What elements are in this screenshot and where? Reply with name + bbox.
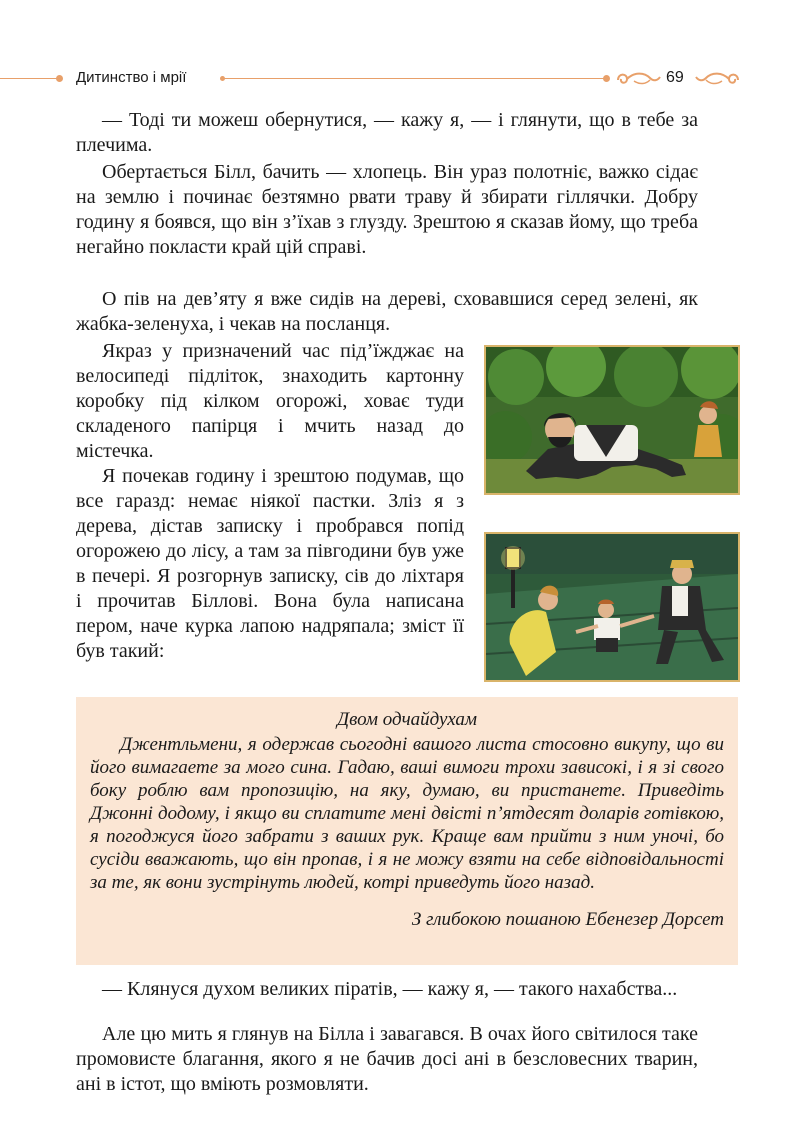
illustration-man-crawling [484, 345, 740, 495]
paragraph: О пів на дев’яту я вже сидів на дереві, сховавшися серед зелені, як жабка-зеленуха, і чекав на посланця. [76, 288, 698, 335]
paragraph: Обертається Білл, бачить — хлопець. Він ураз полотніє, важко сідає на землю і починає безтямно рвати траву й збирати гіллячки. Добру годину я боявся, що він з’їхав з глузду. Зрештою я сказав йому, що треба негайно покласти край цій справі. [76, 161, 698, 258]
running-header [0, 60, 794, 96]
header-left-rule [0, 78, 60, 79]
paragraph: Я почекав годину і зрештою подумав, що все гаразд: немає ніякої пастки. Зліз я з дерева, дістав записку і пробрався попід огорожею до лісу, а там за півгодини був уже в печері. Я розгорнув записку, сів до ліхтаря і прочитав Білловi. Вона була написана пером, наче курка лапою надряпала; зміст її був такий: [76, 465, 464, 662]
illustration-night-street [484, 532, 740, 682]
left-scroll-ornament-icon [614, 68, 662, 90]
letter-title: Двом одчайдухам [336, 709, 477, 730]
paragraph: — Клянуся духом великих піратів, — кажу я, — такого нахабства... [102, 978, 678, 1000]
paragraph: Якраз у призначений час під’їжджає на велосипеді підліток, знаходить картонну коробку під кілком огорожі, ховає туди складеного папірця і мчить назад до містечка. [76, 340, 464, 462]
letter-signature: З глибокою пошаною Ебенезер Дорсет [411, 909, 724, 930]
right-scroll-ornament-icon [694, 68, 742, 90]
chapter-title: Дитинство і мрії [76, 69, 187, 86]
header-right-dot [603, 75, 610, 82]
paragraph: Але цю мить я глянув на Білла і завагався. В очах його світилося таке промовисте благання, якого я не бачив досі ані в безсловесних тварин, ані в істот, що вміють розмовляти. [76, 1023, 698, 1095]
letter-body: Джентльмени, я одержав сьогодні вашого листа стосовно викупу, що ви його вимагаете за мого сина. Гадаю, ваші вимоги трохи зависокі, і я зі свого боку роблю вам пропозицію, на яку, думаю, ви пристанете. Приведіть Джонні додому, і якщо ви сплатите мені двісті п’ятдесят доларів готівкою, я погоджуся його забрати з ваших рук. Краще вам прийти з ним уночі, бо сусіди вважають, що він пропав, і я не можу взяти на себе відповідальності за те, як вони зустрінуть людей, котрі приведуть його назад. [90, 734, 724, 893]
page-number: 69 [666, 69, 684, 86]
header-mid-rule [224, 78, 608, 79]
paragraph: — Тоді ти можеш обернутися, — кажу я, — і глянути, що в тебе за плечима. [76, 109, 698, 156]
letter-box [76, 697, 738, 965]
